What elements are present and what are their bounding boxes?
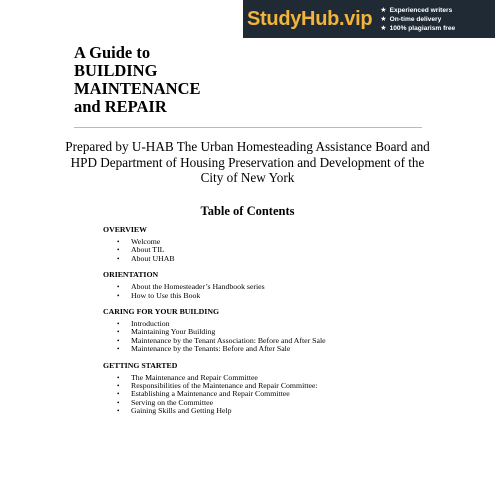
studyhub-banner[interactable] <box>243 0 495 38</box>
section-heading: GETTING STARTED <box>103 360 178 370</box>
section-items <box>103 283 433 300</box>
star-icon: ★ <box>380 24 387 32</box>
title-line: BUILDING <box>74 61 158 80</box>
star-icon: ★ <box>380 6 387 14</box>
section-heading: OVERVIEW <box>103 225 147 234</box>
feature-item <box>380 6 455 15</box>
toc-section-caring <box>103 307 433 354</box>
list-item: • About the Homesteader’s Handbook series <box>103 283 433 291</box>
list-item: • Responsibilities of the Maintenance and Repair Committee: <box>103 382 433 390</box>
section-heading: ORIENTATION <box>103 270 159 280</box>
list-item: • Maintenance by the Tenant Association: Before and After Sale <box>103 337 433 345</box>
list-item: • Serving on the Committee <box>103 399 433 407</box>
feature-label: Experienced writers <box>389 6 453 14</box>
table-of-contents <box>103 225 433 423</box>
feature-item <box>380 24 455 33</box>
prepared-by: Prepared by U-HAB The Urban Homesteading Assistance Board and HPD Department of Housing Preservation and Development of the City of New York <box>65 139 430 185</box>
list-item: • Welcome <box>103 238 433 246</box>
section-items <box>103 238 433 263</box>
studyhub-logo[interactable]: StudyHub.vip <box>247 7 373 30</box>
divider <box>74 127 422 128</box>
title-line: A Guide to <box>74 43 151 62</box>
document-title <box>74 44 201 116</box>
list-item: • Maintenance by the Tenants: Before and After Sale <box>103 345 433 353</box>
list-item: • Establishing a Maintenance and Repair Committee <box>103 390 433 398</box>
feature-item <box>380 15 455 24</box>
section-items <box>103 320 433 354</box>
list-item: • Introduction <box>103 320 433 328</box>
feature-list <box>380 6 455 33</box>
list-item: • The Maintenance and Repair Committee <box>103 374 433 382</box>
toc-section-overview <box>103 225 433 263</box>
list-item: • How to Use this Book <box>103 292 433 300</box>
star-icon: ★ <box>380 15 387 23</box>
section-heading: CARING FOR YOUR BUILDING <box>103 307 220 317</box>
list-item: • Gaining Skills and Getting Help <box>103 407 433 415</box>
list-item: • Maintaining Your Building <box>103 328 433 336</box>
list-item: • About TIL <box>103 246 433 254</box>
toc-section-getting-started <box>103 361 433 416</box>
toc-title: Table of Contents <box>200 204 295 218</box>
section-items <box>103 374 433 416</box>
feature-label: On-time delivery <box>389 15 442 23</box>
title-line: and REPAIR <box>74 97 167 116</box>
toc-section-orientation <box>103 270 433 300</box>
title-line: MAINTENANCE <box>74 79 201 98</box>
list-item: • About UHAB <box>103 255 433 263</box>
feature-label: 100% plagiarism free <box>389 24 456 32</box>
